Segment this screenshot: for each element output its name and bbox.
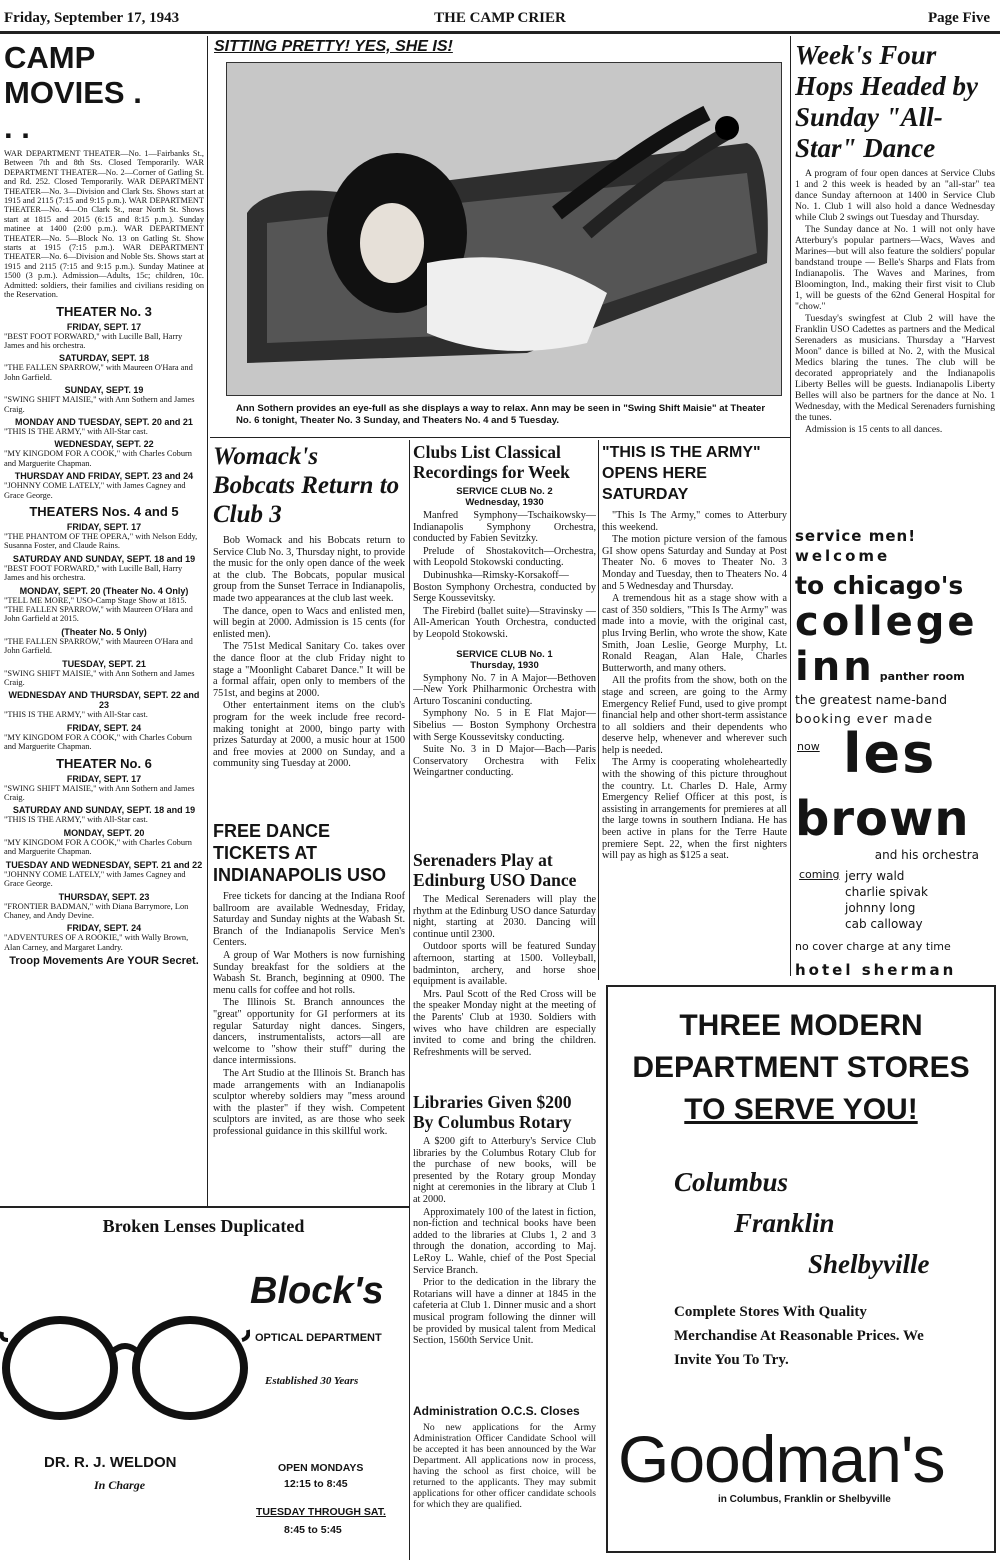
ocs-body (413, 1422, 596, 1510)
paragraph: Suite No. 3 in D Major—Bach—Paris Conservatory Orchestra with Felix Weingartner conducting. (413, 744, 596, 779)
paragraph: A program of four open dances at Service Clubs 1 and 2 this week is headed by an "all-star" tea dance Sunday afternoon at 1400 in Service Club No. 1. Club 1 will also hold a dance Wednesday while Club 2 swings out Tuesday and Thursday. (795, 168, 995, 223)
blocks-hours-1: OPEN MONDAYS (278, 1462, 364, 1474)
paragraph: The dance, open to Wacs and enlisted men, will begin at 2000. Admission is 15 cents (for enlisted men). (213, 605, 405, 640)
showing-date: FRIDAY, SEPT. 24 (66, 923, 142, 934)
paragraph: No new applications for the Army Administration Officer Candidate School will be accepted it has been announced by the War Department. All applications now in process, having the school as first choice, will be returned to the applicants. They may submit applications for other officer candidate schools for which they are qualified. (413, 1422, 596, 1510)
showing-date: WEDNESDAY AND THURSDAY, SEPT. 22 and 23 (8, 690, 200, 711)
theater-3-schedule (4, 304, 204, 500)
showing-date: FRIDAY, SEPT. 17 (66, 321, 142, 332)
paragraph: Prior to the dedication in the library the Rotarians will have a dinner at 1845 in the cafeteria at Club 1. Dinner music and a short musical program following the dinner will be provided by musical talent from Medical Section, 1560th Service Unit. (413, 1277, 596, 1347)
showing-film: "BEST FOOT FORWARD," with Lucille Ball, Harry James and his orchestra. (4, 563, 183, 583)
showing-film: "MY KINGDOM FOR A COOK," with Charles Coburn and Marguerite Chapman. (4, 837, 192, 857)
showing-film: "SWING SHIFT MAISIE," with Ann Sothern and James Craig. (4, 783, 195, 803)
goodmans-h3: TO SERVE YOU! (684, 1093, 918, 1126)
showing-film: "JOHNNY COME LATELY," with James Cagney and Grace George. (4, 481, 186, 500)
paragraph: The Illinois St. Branch announces the "great" opportunity for GI performers at its regular Saturday night dances. Singers, dancers, instrumentalists, actors—all are welcome to "show their stuff" during the dance intermissions. (213, 997, 405, 1067)
theater-3-title: THEATER No. 3 (56, 303, 152, 319)
goodmans-tagline: Complete Stores With Quality Merchandise At Reasonable Prices. We Invite You To Try. (674, 1304, 924, 1368)
showing-date: MONDAY, SEPT. 20 (Theater No. 4 Only) (19, 585, 189, 596)
ad-cover: no cover charge at any time (795, 940, 951, 953)
paragraph: Approximately 100 of the latest in fiction, non-fiction and technical books have been added to the libraries at Clubs 1, 2 and 3 through the donation, according to Maj. LeRoy L. Wahle, chief of the Post Special Service Branch. (413, 1206, 596, 1276)
showing-film: "MY KINGDOM FOR A COOK," with Charles Coburn and Marguerite Chapman. (4, 449, 192, 468)
ad-orchestra: and his orchestra (874, 848, 979, 862)
showing-date: (Theater No. 5 Only) (61, 626, 147, 637)
showing-date: TUESDAY, SEPT. 21 (62, 658, 146, 669)
paragraph: The motion picture version of the famous GI show opens Saturday and Sunday at Post Theater No. 6 moves to Theater No. 3 Monday and Tuesday, then to Theaters No. 4 and 5 Wednesday and Thursday. (602, 534, 787, 592)
photo-frame (226, 62, 782, 396)
coming-act: johnny long (845, 901, 916, 915)
army-headline: "THIS IS THE ARMY" OPENS HERE SATURDAY (602, 444, 761, 503)
showing-film: "THE FALLEN SPARROW," with Maureen O'Hara and John Garfield. (4, 636, 193, 656)
movies-title: CAMP MOVIES . . . (4, 40, 142, 145)
blocks-ad (0, 1210, 407, 1560)
tickets-headline: FREE DANCE TICKETS AT INDIANAPOLIS USO (213, 821, 387, 885)
coming-act: cab calloway (845, 917, 923, 931)
showing-film: "THIS IS THE ARMY," with All-Star cast. (4, 815, 148, 825)
ad-hotel-sherman: hotel sherman (795, 961, 957, 977)
ad-acts-list (845, 868, 928, 932)
showing-film: "SWING SHIFT MAISIE," with Ann Sothern and James Craig. (4, 395, 195, 414)
showing-date: SATURDAY AND SUNDAY, SEPT. 18 and 19 (12, 805, 196, 816)
paragraph: The Art Studio at the Illinois St. Branch has made arrangements with an Indianapolis sculptor whereby soldiers may "mess around with the plaster" if they wish. Competent sculptors are invited, as are those who seek professional guidance in this skillful work. (213, 1067, 405, 1137)
goodmans-columbus: Columbus (674, 1167, 789, 1197)
eyeglasses-icon (0, 1310, 250, 1430)
club2-items (413, 510, 596, 641)
ad-now: now (797, 740, 820, 753)
ad-to-chicagos: to chicago's (795, 571, 964, 600)
ad-greatest: the greatest name-band (795, 692, 948, 707)
hops-headline: Week's Four Hops Headed by Sunday "All-Star" Dance (795, 40, 978, 163)
paragraph: "This Is The Army," comes to Atterbury this weekend. (602, 510, 787, 533)
movies-column (4, 40, 204, 1200)
masthead-page: Page Five (927, 10, 990, 26)
showing-date: WEDNESDAY, SEPT. 22 (54, 439, 154, 450)
showing-date: MONDAY, SEPT. 20 (63, 827, 145, 838)
ocs-headline: Administration O.C.S. Closes (413, 1404, 580, 1418)
serenaders-article (413, 850, 596, 1090)
showing-date: SUNDAY, SEPT. 19 (64, 385, 144, 396)
paragraph: Prelude of Shostakovitch—Orchestra, with Leopold Stokowski conducting. (413, 545, 596, 569)
paragraph: A $200 gift to Atterbury's Service Club libraries by the Columbus Rotary Club for the purchase of new books, will be presented by the Rotary group Monday night at ceremonies in the library at Club 1 at 2000. (413, 1136, 596, 1205)
womack-headline: Womack's Bobcats Return to Club 3 (213, 443, 400, 528)
womack-article (213, 442, 405, 817)
goodmans-shelbyville: Shelbyville (808, 1249, 930, 1279)
showing-date: MONDAY AND TUESDAY, SEPT. 20 and 21 (15, 416, 193, 427)
hops-column (795, 40, 995, 520)
masthead-rule (0, 31, 1000, 34)
ad-panther-room: panther room (879, 670, 965, 683)
army-body (602, 510, 787, 862)
ad-college: college (795, 599, 978, 645)
goodmans-h1: THREE MODERN (679, 1009, 923, 1042)
showing-date: FRIDAY, SEPT. 17 (66, 773, 142, 784)
goodmans-logo-sub: in Columbus, Franklin or Shelbyville (718, 1494, 891, 1505)
club1-title: SERVICE CLUB No. 1 (456, 648, 553, 660)
showing-film: "JOHNNY COME LATELY," with James Cagney and Grace George. (4, 869, 186, 889)
showing-date: SATURDAY, SEPT. 18 (58, 353, 150, 364)
showing-date: THURSDAY AND FRIDAY, SEPT. 23 and 24 (14, 471, 194, 482)
ad-brown: brown (795, 791, 970, 847)
club2-title: SERVICE CLUB No. 2 (456, 486, 553, 497)
serenaders-headline: Serenaders Play at Edinburg USO Dance (413, 850, 577, 890)
photo-headline: SITTING PRETTY! YES, SHE IS! (214, 38, 453, 55)
blocks-top: Broken Lenses Duplicated (102, 1216, 305, 1236)
club2-date: Wednesday, 1930 (465, 497, 544, 508)
paragraph: Admission is 15 cents to all dances. (805, 424, 943, 435)
showing-film: "ADVENTURES OF A ROOKIE," with Wally Brown, Alan Carney, and Margaret Landry. (4, 933, 189, 952)
blocks-hours-4: 8:45 to 5:45 (284, 1524, 342, 1536)
blocks-hours-3: TUESDAY THROUGH SAT. (256, 1506, 386, 1518)
showing-date: FRIDAY, SEPT. 17 (66, 521, 142, 532)
theater-45-schedule (4, 504, 204, 752)
goodmans-franklin: Franklin (734, 1208, 835, 1238)
showing-date: FRIDAY, SEPT. 24 (66, 722, 142, 733)
ocs-article (413, 1404, 596, 1560)
showing-film: "THIS IS THE ARMY," with All-Star cast. (4, 426, 148, 436)
coming-act: charlie spivak (845, 885, 928, 899)
showing-date: TUESDAY AND WEDNESDAY, SEPT. 21 and 22 (5, 859, 203, 870)
paragraph: A group of War Mothers is now furnishing Sunday breakfast for the soldiers at the Wabash St. Branch, beginning at 0900. The menu calls for coffee and hot rolls. (213, 949, 405, 996)
womack-body (213, 535, 405, 770)
ad-les: les (843, 722, 937, 785)
theaters-info: WAR DEPARTMENT THEATER—No. 1—Fairbanks St., Between 7th and 8th Sts. Closed Temporarily. WAR DEPARTMENT THEATER—No. 2—Corner of Gatling St. and Rd. 252. Closed Temporarily. WAR DEPARTMENT THEATER—No. 3—Division and Clark Sts. Shows start at 1915 and 2115 (7:15 and 9:15 p.m.). WAR DEPARTMENT THEATER—No. 4—On Clark St., near North St. Shows start at 1815 and 2015 (6:15 and 8:15 p.m.). Sunday matinee at 1400 (2:00 p.m.). WAR DEPARTMENT THEATER—No. 5—Block No. 13 on Gatling St. Show starts at 1915 (7:15 p.m.). WAR DEPARTMENT THEATER—No. 6—Division and Noble Sts. Shows start at 1915 and 2115 (7:15 and 9:15 p.m.). Sunday Matinee at 1500 (3 p.m.). Admission—Adults, 15c; children, 10c. Admitted: soldiers, their families and civilians residing on the Reservation. (4, 149, 204, 300)
paragraph: Symphony No. 7 in A Major—Bethoven—New York Philharmonic Orchestra with Arturo Toscanini conducting. (413, 672, 596, 707)
paragraph: The 751st Medical Sanitary Co. takes over the dance floor at the club Friday night to stage a "Moonlight Cabaret Dance." It will be a formal affair, open only to members of the 751st, and begins at 2000. (213, 641, 405, 699)
paragraph: All the profits from the show, both on the stage and screen, are going to the Army Emergency Relief Fund, used to give prompt financial help and other short-term assistance to all soldiers and their dependents who deserve help, whenever and wherever such help is needed. (602, 675, 787, 756)
army-article (602, 442, 787, 972)
showing-date: THURSDAY, SEPT. 23 (58, 891, 150, 902)
hops-body (795, 168, 995, 435)
college-inn-ad (795, 527, 995, 977)
ann-sothern-photo (227, 63, 782, 396)
masthead-date: Friday, September 17, 1943 (4, 10, 180, 26)
club1-date: Thursday, 1930 (470, 659, 539, 671)
showing-film: "THIS IS THE ARMY," with All-Star cast. (4, 710, 148, 720)
paragraph: The Medical Serenaders will play the rhythm at the Edinburg USO dance Saturday night, starting at 2030. Dancing will continue until 2300. (413, 894, 596, 940)
coming-act: jerry wald (845, 869, 905, 883)
paragraph: The Sunday dance at No. 1 will not only have Atterbury's popular partners—Wacs, Waves and Marines—but will also feature the soldiers' popular bandstand troupe — Belle's Sharps and Flats from Indianapolis. The Waves and Marines, from Bloomington, Ind., making their first visit to Club 1, will be guests of the 62nd General Hospital for "chow." (795, 224, 995, 312)
libraries-article (413, 1092, 596, 1397)
theater-45-title: THEATERS Nos. 4 and 5 (29, 503, 179, 519)
showing-film: "BEST FOOT FORWARD," with Lucille Ball, Harry James and his orchestra. (4, 331, 183, 350)
paragraph: Outdoor sports will be featured Sunday afternoon, starting at 1500. Volleyball, badminton, archery, and horse shoe equipment is available. (413, 941, 596, 988)
tickets-article (213, 820, 405, 1200)
ad-welcome: welcome (795, 547, 891, 565)
goodmans-logo: Goodman's (618, 1422, 945, 1496)
tickets-body (213, 891, 405, 1137)
club1-items (413, 673, 596, 779)
blocks-est: Established 30 Years (265, 1375, 359, 1387)
showing-date: SATURDAY AND SUNDAY, SEPT. 18 and 19 (12, 553, 196, 564)
paragraph: Manfred Symphony—Tschaikowsky—Indianapolis Symphony Orchestra, conducted by Fabien Sevitzky. (413, 510, 596, 545)
showing-film: "THE FALLEN SPARROW," with Maureen O'Hara and John Garfield. (4, 363, 193, 382)
goodmans-ad (606, 985, 996, 1553)
theater-6-title: THEATER No. 6 (56, 755, 152, 771)
paragraph: The Army is cooperating wholeheartedly with the showing of this picture throughout the country. Lt. Charles D. Hale, Army Emergency Relief Officer at this post, is assisting in arrangements for premieres at all the large towns in southern Indiana. He has been active in plans for the Terre Haute premiere Sept. 22, when the first nighters will pay as high as $125 a seat. (602, 757, 787, 862)
classical-headline: Clubs List Classical Recordings for Week (413, 442, 570, 482)
showing-film: "MY KINGDOM FOR A COOK," with Charles Coburn and Marguerite Chapman. (4, 732, 192, 752)
blocks-hours-2: 12:15 to 8:45 (284, 1478, 348, 1490)
paragraph: Bob Womack and his Bobcats return to Service Club No. 3, Thursday night, to provide the music for the only open dance of the week at the club. The Bobcats, popular musical group from the Sunset Terrace in Indianapolis, made two appearances at the club last week. (213, 535, 405, 604)
theater-6-schedule (4, 756, 204, 952)
blocks-doctor: DR. R. J. WELDON (44, 1454, 177, 1471)
paragraph: Mrs. Paul Scott of the Red Cross will be the speaker Monday night at the meeting of the Parents' Club at 1930. Soldiers with wives who have children are especially invited to come and bring the children. Refreshments will be served. (413, 988, 596, 1058)
serenaders-body (413, 894, 596, 1058)
paragraph: A tremendous hit as a stage show with a cast of 350 soldiers, "This Is The Army" was made into a movie, with the original cast, plus Irving Berlin, who wrote the show, Kate Smith, Joan Leslie, George Murphy, Lt. Ronald Reagan, Alan Hale, Charles Butterworth, and many others. (602, 593, 787, 674)
showing-film: "THE PHANTOM OF THE OPERA," with Nelson Eddy, Susanna Foster, and Claude Rains. (4, 531, 198, 551)
paragraph: Other entertainment items on the club's program for the week include free record-making tonight at 2000, bingo party with prizes Saturday at 2000, a music hour at 1500 and free movies at 2000 on Sunday, and a community sing Tuesday at 2000. (213, 700, 405, 770)
libraries-body (413, 1136, 596, 1347)
showing-film: "SWING SHIFT MAISIE," with Ann Sothern and James Craig. (4, 668, 195, 688)
paragraph: The Firebird (ballet suite)—Stravinsky — All-American Youth Orchestra, conducted by Leopold Stokowski. (413, 605, 596, 640)
ad-coming: coming (799, 868, 840, 881)
blocks-logo: Block's (250, 1270, 384, 1312)
ad-service-men: service men! (795, 527, 917, 545)
blocks-in-charge: In Charge (94, 1478, 146, 1492)
showing-film: "TELL ME MORE," USO-Camp Stage Show at 1815. "THE FALLEN SPARROW," with Maureen O'Hara and John Garfield at 2015. (4, 595, 193, 624)
ad-inn: inn (795, 644, 875, 690)
paragraph: Symphony No. 5 in E Flat Major—Sibelius — Boston Symphony Orchestra with Serge Koussevitsky conducting. (413, 708, 596, 743)
masthead-paper: THE CAMP CRIER (434, 10, 566, 26)
showing-film: "FRONTIER BADMAN," with Diana Barrymore, Lon Chaney, and Andy Devine. (4, 901, 189, 920)
classical-article (413, 442, 596, 842)
goodmans-h2: DEPARTMENT STORES (632, 1051, 970, 1084)
libraries-headline: Libraries Given $200 By Columbus Rotary (413, 1092, 572, 1132)
paragraph: Free tickets for dancing at the Indiana Roof ballroom are available Wednesday, Friday, Saturday and Sunday nights at the Wabash St. Branch of the Indianapolis Service Men's Centers. (213, 891, 405, 949)
troop-secret-notice: Troop Movements Are YOUR Secret. (9, 955, 199, 968)
ad-booking: booking ever made (795, 711, 934, 726)
paragraph: Dubinushka—Rimsky-Korsakoff—Boston Symphony Orchestra, conducted by Serge Koussevitsky. (413, 569, 596, 605)
blocks-dept: OPTICAL DEPARTMENT (255, 1332, 382, 1344)
photo-caption: Ann Sothern provides an eye-full as she displays a way to relax. Ann may be seen in "Swing Shift Maisie" at Theater No. 6 tonight, Theater No. 3 Sunday, and Theaters No. 4 and 5 Tuesday. (236, 403, 766, 426)
paragraph: Tuesday's swingfest at Club 2 will have the Franklin USO Cadettes as partners and the Medical Serenaders as musicians. Thursday a "Harvest Moon" dance is billed at No. 2, with the Musical Medics blaring the tunes. The club will be decorated appropriately and the Indianapolis Liberty Belles will be guests. Indianapolis Liberty Belles will also be partners for the dance at No. 1 Wednesday, with the Medical Serenaders furnishing the tunes. (795, 313, 995, 423)
